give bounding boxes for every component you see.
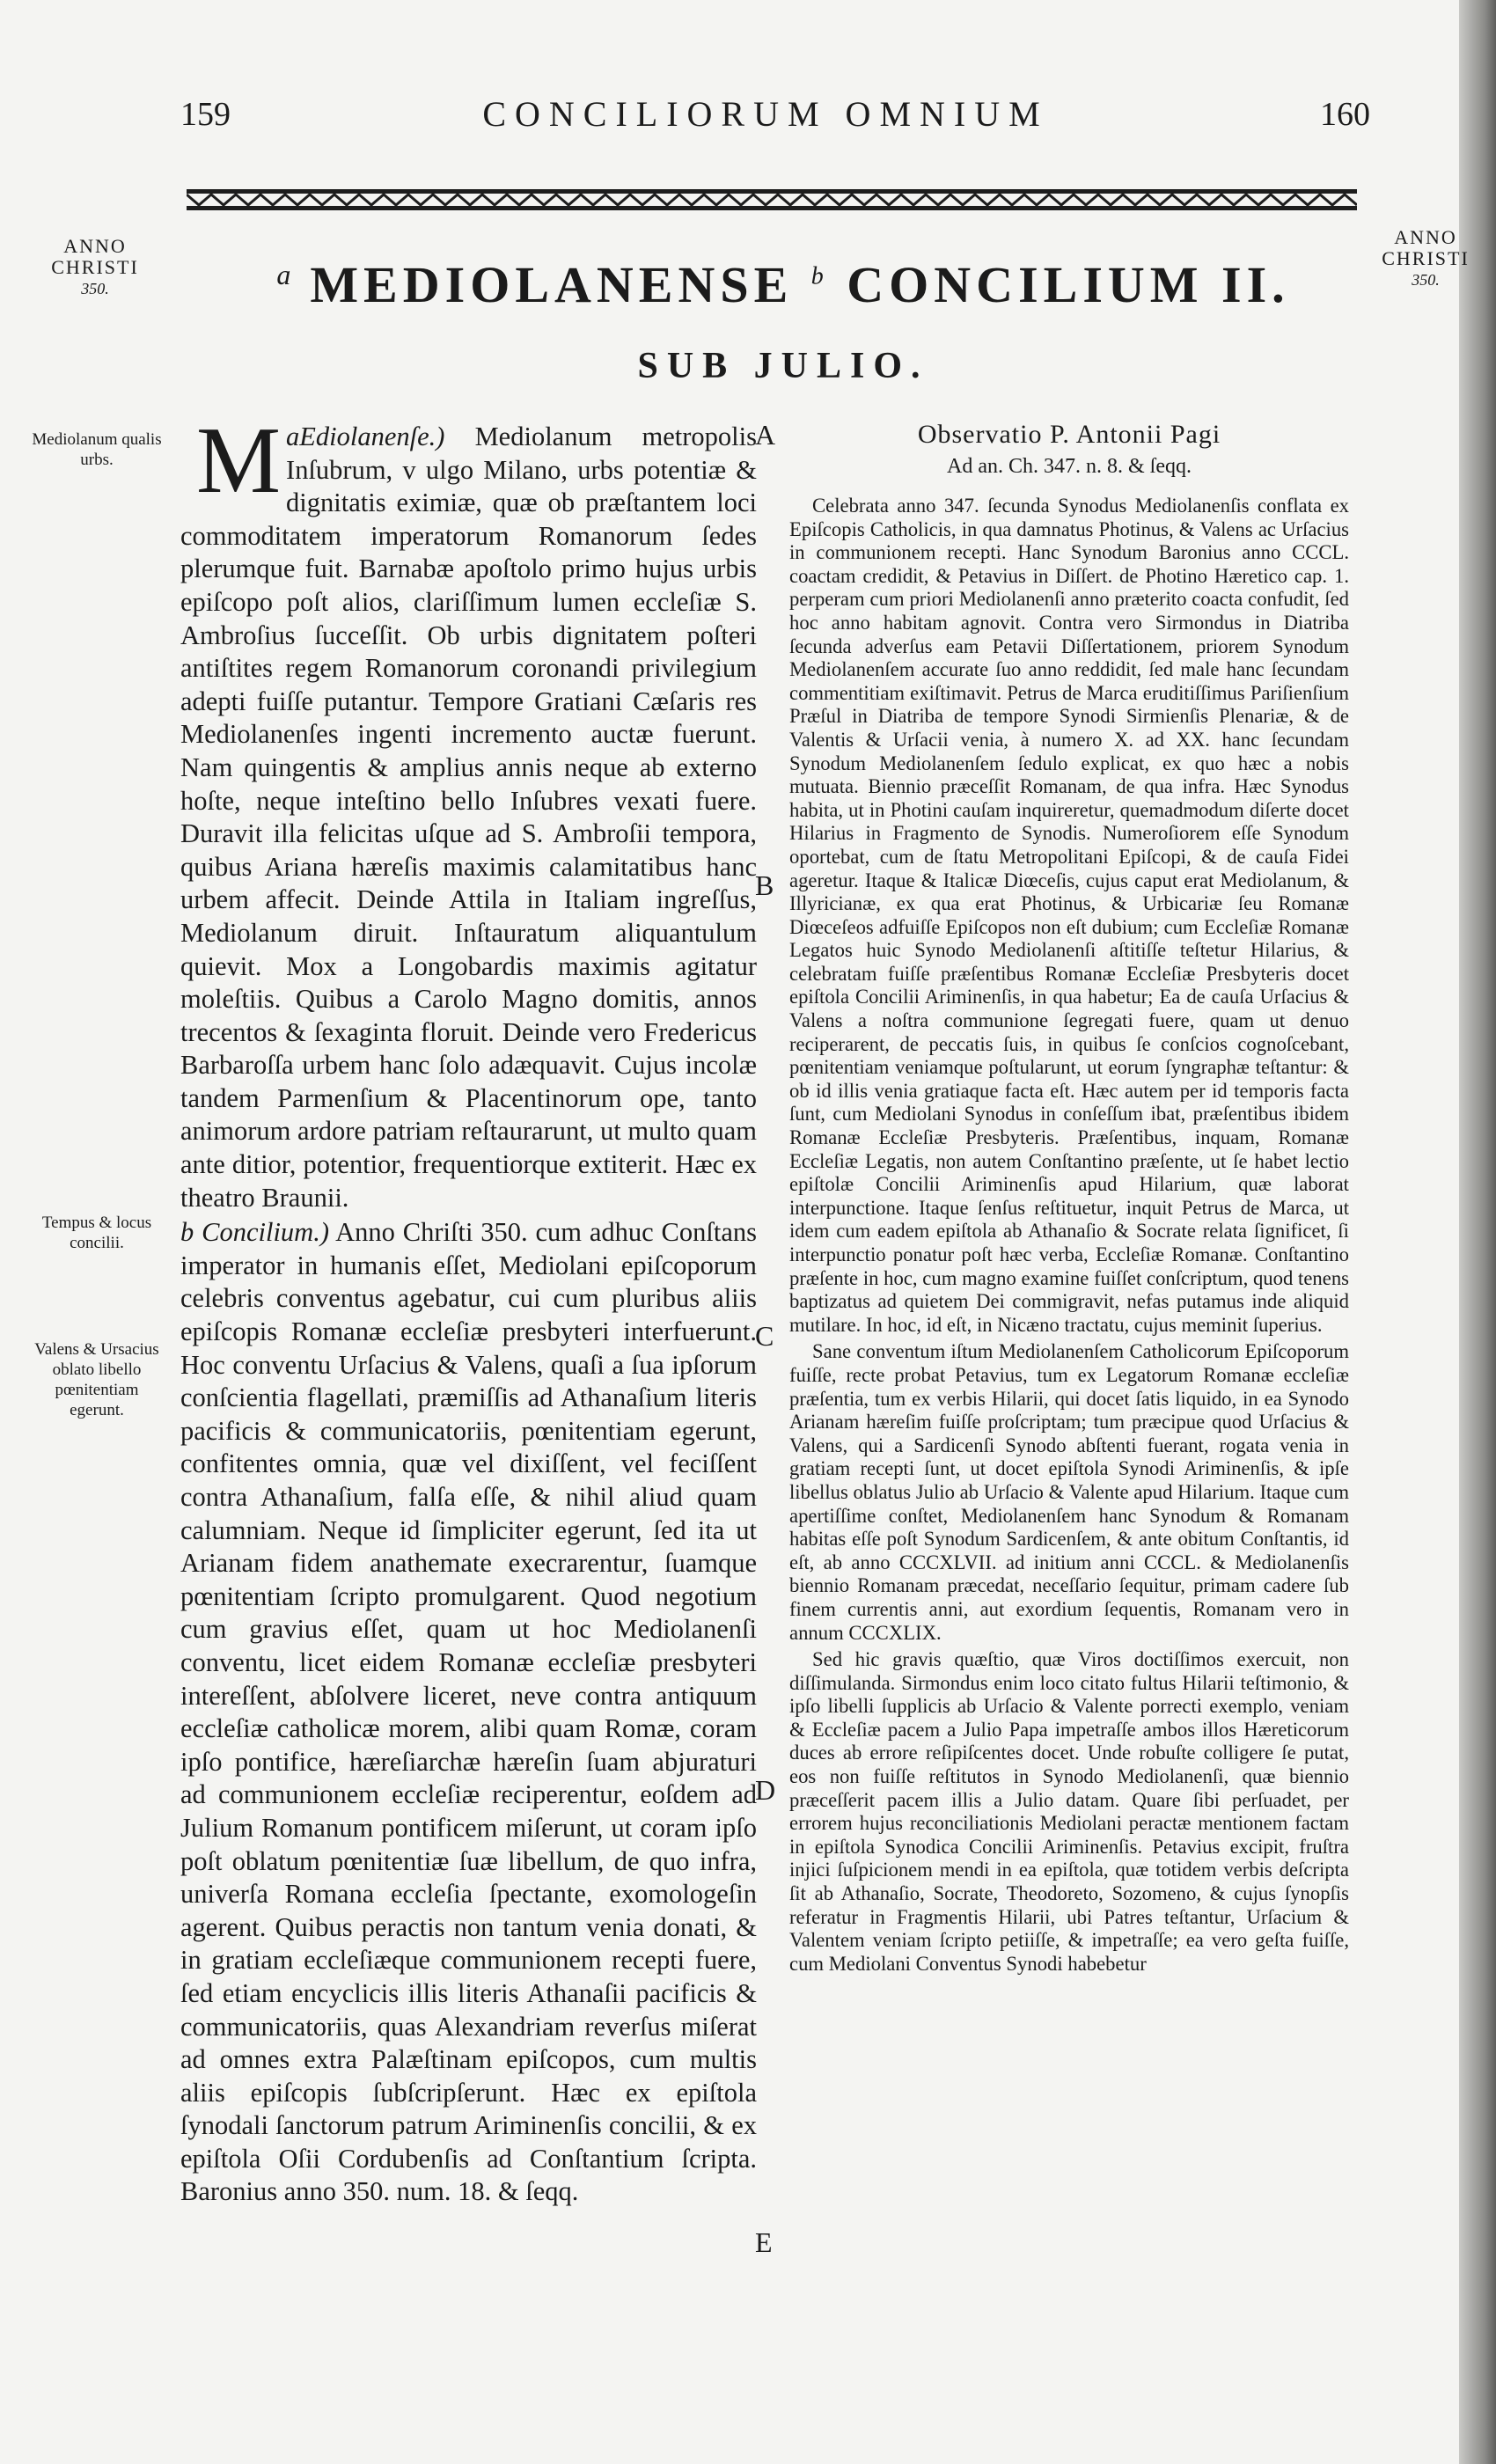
right-column bbox=[789, 419, 1349, 1976]
margin-note: Mediolanum qualis urbs. bbox=[32, 430, 162, 469]
observation-paragraph: Sed hic gravis quæſtio, quæ Viros doctiſſimos exercuit, non diſſimulanda. Sirmondus enim loco citato fultus Hilarii teſtimonio, & ipſo libelli ſupplicis ab Urſacio & Valente porrecti exemplo, veniam & Eccleſiæ pacem a Julio Papa impetraſſe ambos illos Hæreticorum duces ab errore reſipiſcentes docet. Unde robuſte colligere ſe putat, eos non fuiſſe reſtitutos in Synodo Mediolanenſi, quæ biennio præceſſerit pacem illis a Julio datam. Quare ſibi perſuadet, per errorem hujus reconciliationis Mediolani peractæ mentionem factam in epiſtola Synodica Concilii Ariminenſis. Petavius excipit, fruſtra injici ſuſpicionem mendi in ea epiſtola, quæ totidem verbis deſcripta ſit ab Athanaſio, Socrate, Theodoreto, Sozomeno, & cujus ſynopſis referatur in Fragmentis Hilarii, ubi Patres teſtantur, Urſacium & Valentem veniam ſcripto petiiſſe, & impetraſſe; ea vero geſta fuiſſe, cum Mediolani Conventus Synodi habebetur bbox=[789, 1648, 1349, 1975]
margin-note: Valens & Ursacius oblato libello pœnitentiam egerunt. bbox=[34, 1340, 159, 1419]
observation-paragraph: Sane conventum iſtum Mediolanenſem Catholicorum Epiſcoporum fuiſſe, recte probat Petavius, tum ex Legatorum Romanæ eccleſiæ præſentia, tum ex verbis Hilarii, qui docet ſatis liquido, in ea Synodo Arianam hæreſim fuiſſe proſcriptam; tum præcipue quod Urſacius & Valens, qui a Sardicenſi Synodo abſtenti fuerant, rogata venia in gratiam recepti ſunt, ut docet epiſtola Synodi Ariminenſis, & ipſe libellus oblatus Julio ab Urſacio & Valente apud Hilarium. Itaque cum apertiſſime conſtet, Mediolanenſem hanc Synodum & Romanam habitas eſſe poſt Synodum Sardicenſem, & ante obitum Conſtantis, id eſt, ab anno CCCXLVII. ad initium anni CCCL. & Mediolanenſis biennio Romanam præcedat, neceſſario ſequitur, primam cadere ſub finem currentis anni, aut exordium ſequentis, Romanam vero in annum CCCXLIX. bbox=[789, 1340, 1349, 1644]
lemma: Ediolanenſe.) bbox=[299, 422, 445, 451]
observation-heading-line: Observatio P. Antonii Pagi bbox=[917, 420, 1221, 449]
year-note-left bbox=[33, 236, 157, 299]
paragraph-text: Mediolanum metropolis Inſubrum, v ulgo Milano, urbs potentiæ & dignitatis eximiæ, quæ ob præſtantem loci commoditatem imperatorum Romanorum ſedes plerumque fuit. Barnabæ apoſtolo primo hujus urbis epiſcopo poſt alios, clariſſimum lumen eccleſiæ S. Ambroſius ſucceſſit. Ob urbis dignitatem poſteri antiſtites regem Romanorum coronandi privilegium adepti fuiſſe putantur. Tempore Gratiani Cæſaris res Mediolanenſes ingenti incremento auctæ fuerunt. Nam quingentis & amplius annis neque ab externo hoſte, neque inteſtino bello Inſubres vexati fuere. Duravit illa felicitas uſque ad S. Ambroſii tempora, quibus Ariana hæreſis maximis calamitatibus hanc urbem affecit. Deinde Attila in Italiam ingreſſus, Mediolanum diruit. Inſtauratum aliquantulum quievit. Mox a Longobardis maximis agitatur moleſtiis. Quibus a Carolo Magno domitis, annos trecentos & ſexaginta floruit. Deinde vero Fredericus Barbaroſſa urbem hanc ſolo adæquavit. Cujus incolæ tandem Parmenſium & Placentinorum ope, tanto animorum ardore patriam reſtaurarunt, ut multo quam ante ditior, potentior, frequentiorque extiterit. Hæc ex theatro Braunii. bbox=[180, 422, 757, 1213]
year-note-label: ANNO bbox=[63, 235, 127, 257]
paragraph-mediolanense bbox=[180, 408, 757, 1214]
note-mark: a bbox=[286, 422, 300, 451]
section-mark: D bbox=[755, 1774, 776, 1806]
section-mark: E bbox=[755, 2226, 773, 2258]
margin-note: Tempus & locus concilii. bbox=[41, 1214, 152, 1252]
title-part-1: MEDIOLANENSE bbox=[310, 256, 794, 313]
year-note-label: CHRISTI bbox=[51, 256, 139, 278]
note-mark-a: a bbox=[276, 258, 297, 290]
section-mark: A bbox=[755, 419, 776, 451]
council-title bbox=[176, 255, 1390, 314]
section-mark: C bbox=[755, 1320, 774, 1352]
running-title: CONCILIORUM OMNIUM bbox=[482, 94, 1049, 134]
year-note-year: 350. bbox=[1412, 271, 1440, 289]
observation-heading bbox=[789, 419, 1349, 482]
left-column bbox=[180, 408, 757, 2209]
paragraph-text: Anno Chriſti 350. cum adhuc Conſtans imperator in humanis eſſet, Mediolani epiſcoporum celebris conventus agebatur, cui cum pluribus aliis epiſcopis Romanæ eccleſiæ presbyteri interfuerunt. Hoc conventu Urſacius & Valens, quaſi a ſua ipſorum conſcientia flagellati, præmiſſis ad Athanaſium literis pacificis & communicatoriis, pœnitentiam egerunt, confitentes omnia, quæ vel dixiſſent, vel feciſſent contra Athanaſium, falſa eſſe, & nihil aliud quam calumniam. Neque id ſimpliciter egerunt, ſed ita ut Arianam fidem anathemate execrarentur, ſuamque pœnitentiam ſcripto promulgarent. Quod negotium cum gravius eſſet, quam ut hoc Mediolanenſi conventu, licet eidem Romanæ eccleſiæ presbyteri intereſſent, abſolvere liceret, neve contra antiquum eccleſiæ catholicæ morem, alibi quam Romæ, coram ipſo pontifice, hæreſiarchæ hæreſin ſuam abjuraturi ad communionem eccleſiæ reciperentur, eoſdem ad Julium Romanum pontificem miſerunt, ut coram ipſo poſt oblatum pœnitentiæ ſuæ libellum, de quo infra, univerſa Romana eccleſia ſpectante, exomologeſin agerent. Quibus peractis non tantum venia donati, & in gratiam eccleſiæque communionem recepti fuere, ſed etiam encyclicis illis literis Athanaſii pacificis & communicatoriis, quas Alexandriam reverſus miſerat ad omnes extra Palæſtinam epiſcopos, cum multis aliis epiſcopis ſubſcripſerunt. Hæc ex epiſtola ſynodali ſanctorum patrum Ariminenſis concilii, & ex epiſtola Oſii Cordubenſis ad Conſtantium ſcripta. Baronius anno 350. num. 18. & ſeqq. bbox=[180, 1217, 757, 2207]
decorative-border bbox=[187, 187, 1357, 213]
lemma: Concilium.) bbox=[202, 1217, 329, 1248]
note-mark-b: b bbox=[810, 262, 829, 290]
council-subtitle: SUB JULIO. bbox=[637, 346, 929, 386]
drop-cap: M bbox=[196, 408, 282, 513]
year-note-label: ANNO bbox=[1394, 226, 1457, 248]
observation-paragraph: Celebrata anno 347. ſecunda Synodus Mediolanenſis conflata ex Epiſcopis Catholicis, in qua damnatus Photinus, & Valens ac Urſacius in communionem recepti. Hanc Synodum Baronius anno CCCL. coactam credidit, & Petavius in Diſſert. de Photino Hæretico cap. 1. perperam cum priori Mediolanenſi anno præterito coacta confudit, ſed hoc anno habitam agnovit. Contra vero Sirmondus in Diatriba ſecunda adverſus eam Petavii Diſſertationem, priorem Synodum Mediolanenſem accurate ſuo anno reddidit, ſed male hanc ſecundam commentitiam exiſtimavit. Petrus de Marca eruditiſſimus Pariſienſium Præſul in Diatriba de tempore Synodi Sirmienſis Plenariæ, & de Valentis & Urſacii venia, à numero X. ad XX. hanc ſecundam Synodum Mediolanenſem ſedulo explicat, ex quo hæc a nobis mutuata. Biennio præceſſit Romanam, de qua infra. Hæc Synodus habita, ut in Photini cauſam inquireretur, quemadmodum diſerte docet Hilarius in Fragmento de Synodis. Numeroſiorem eſſe Synodum oportebat, cum de ſtatu Metropolitani Epiſcopi, & de cauſa Fidei ageretur. Itaque & Italicæ Diœceſis, cujus caput erat Mediolanum, & Illyricianæ, ex qua erat Photinus, & Urbicariæ ſeu Romanæ Diœceſeos adfuiſſe Epiſcopos non eſt dubium; cum Eccleſiæ Romanæ Legatos huic Synodo Mediolanenſi aſtitiſſe teſtetur Hilarius, & celebratam fuiſſe præſentibus Romanæ Eccleſiæ Presbyteris docet epiſtola Concilii Ariminenſis, in qua habetur; Ea de cauſa Urſacius & Valens a noſtra communione ſegregati fuere, quam ut denuo reciperarent, de peccatis ſuis, in quibus ſe conſcios cognoſcebant, pœnitentiam veniamque poſtularunt, ut eorum ſyngraphæ teſtantur: & ob id illis venia gratiaque facta eſt. Hæc autem per id temporis facta ſunt, cum Mediolani Synodus in conſeſſum ibat, præſentibus ibidem Romanæ Eccleſiæ Presbyteris. Præſentibus, inquam, Romanæ Eccleſiæ Legatis, non autem Conſtantino præſente, ut ſe habet lectio epiſtolæ Concilii Ariminenſis apud Hilarium, quæ laborat interpunctione. Itaque ſenſus reſtituetur, inquit Petrus de Marca, ut idem cum eadem epiſtola ab Athanaſio & Socrate relata ſignificet, ſi interpunctio ponatur poſt hæc verba, Eccleſiæ Romanæ. Conſtantino præſente in hoc, cum magno examine fuiſſet conſcriptum, quod tenens baptizatus ad quietem Dei commigravit, nefas putamus inde aliquid mutilare. In hoc, id eſt, in Nicæno tractatu, cujus meminit ſuperius. bbox=[789, 495, 1349, 1336]
section-mark: B bbox=[755, 869, 774, 901]
title-part-2: CONCILIUM II. bbox=[847, 256, 1290, 313]
observation-reference: Ad an. Ch. 347. n. 8. & ſeqq. bbox=[947, 455, 1192, 478]
paragraph-concilium bbox=[180, 1216, 757, 2209]
page-number-left: 159 bbox=[180, 96, 231, 133]
facing-page-edge bbox=[1459, 0, 1496, 2464]
note-mark: b bbox=[180, 1217, 194, 1248]
year-note-year: 350. bbox=[81, 280, 109, 297]
year-note-label: CHRISTI bbox=[1382, 247, 1470, 269]
page-number-right: 160 bbox=[1320, 96, 1370, 133]
